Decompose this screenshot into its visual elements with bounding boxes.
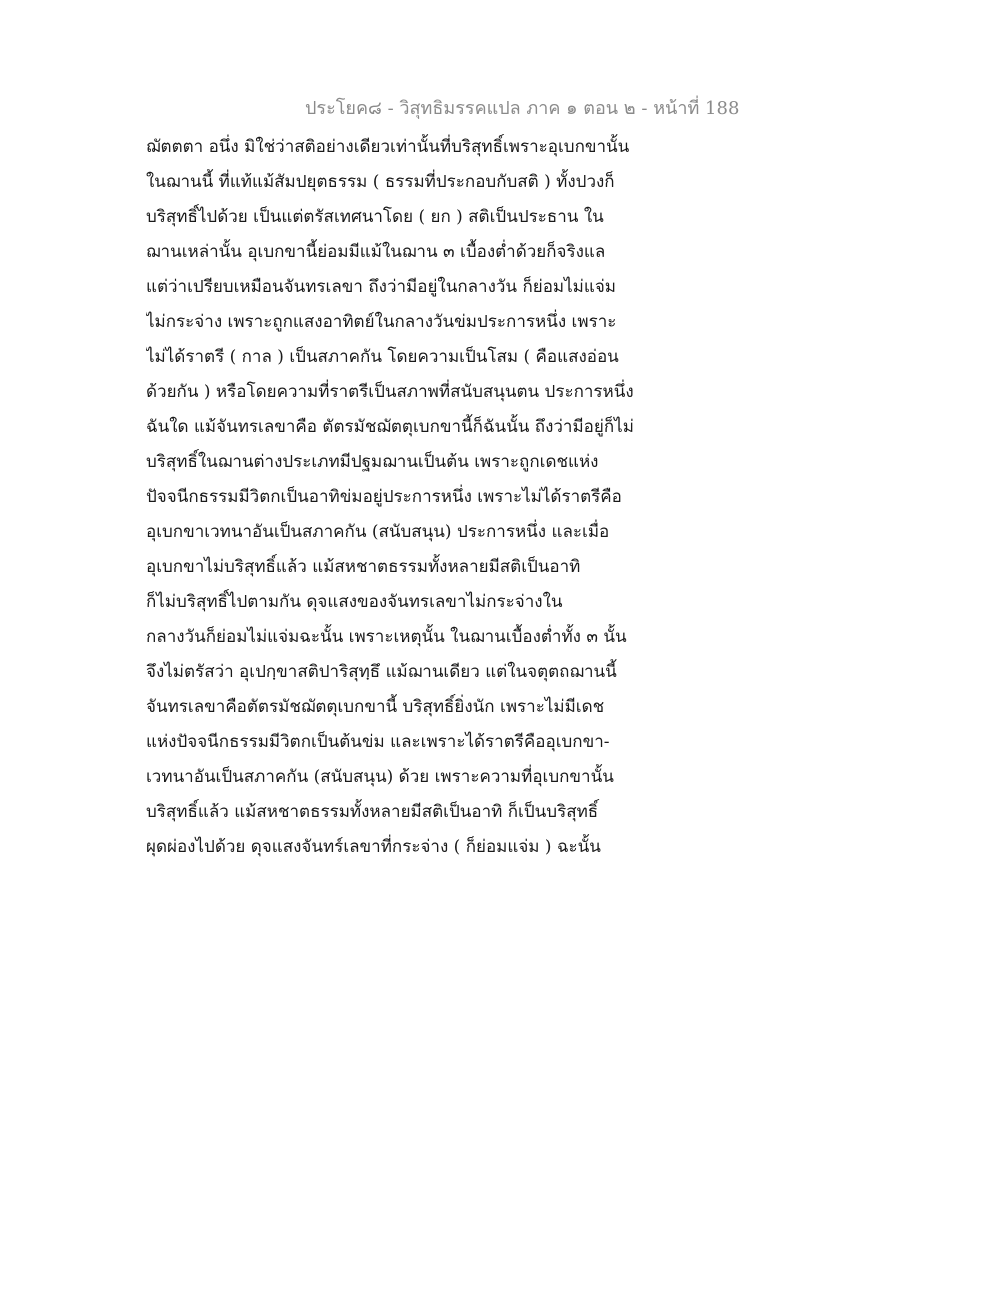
text-line: ผุดผ่องไปด้วย ดุจแสงจันทร์เลขาที่กระจ่าง ( ก็ย่อมแจ่ม ) ฉะนั้น xyxy=(146,837,601,857)
text-line: จึงไม่ตรัสว่า อุเปกฺขาสติปาริสุทฺธึ แม้ฌานเดียว แต่ในจตุตถฌานนี้ xyxy=(146,662,617,682)
text-line: อุเบกขาเวทนาอันเป็นสภาคกัน (สนับสนุน) ประการหนึ่ง และเมื่อ xyxy=(146,522,610,542)
text-line: ไม่กระจ่าง เพราะถูกแสงอาทิตย์ในกลางวันข่มประการหนึ่ง เพราะ xyxy=(146,312,617,332)
running-header: ประโยค๘ - วิสุทธิมรรคแปล ภาค ๑ ตอน ๒ - หน้าที่ 188 xyxy=(305,98,740,119)
body-text xyxy=(146,130,686,865)
text-line: ด้วยกัน ) หรือโดยความที่ราตรีเป็นสภาพที่สนับสนุนตน ประการหนึ่ง xyxy=(146,382,634,402)
text-line: ฉันใด แม้จันทรเลขาคือ ตัตรมัชฌัตตุเบกขานี้ก็ฉันนั้น ถึงว่ามีอยู่ก็ไม่ xyxy=(146,417,634,437)
text-line: บริสุทธิ์ไปด้วย เป็นแต่ตรัสเทศนาโดย ( ยก ) สติเป็นประธาน ใน xyxy=(146,207,604,227)
text-line: แต่ว่าเปรียบเหมือนจันทรเลขา ถึงว่ามีอยู่ในกลางวัน ก็ย่อมไม่แจ่ม xyxy=(146,277,617,297)
text-line: เวทนาอันเป็นสภาคกัน (สนับสนุน) ด้วย เพราะความที่อุเบกขานั้น xyxy=(146,767,614,787)
text-line: แห่งปัจจนีกธรรมมีวิตกเป็นต้นข่ม และเพราะได้ราตรีคืออุเบกขา- xyxy=(146,732,610,752)
text-line: กลางวันก็ย่อมไม่แจ่มฉะนั้น เพราะเหตุนั้น ในฌานเบื้องต่ำทั้ง ๓ นั้น xyxy=(146,627,627,647)
text-line: บริสุทธิ์แล้ว แม้สหชาตธรรมทั้งหลายมีสติเป็นอาทิ ก็เป็นบริสุทธิ์ xyxy=(146,802,599,822)
text-line: ปัจจนีกธรรมมีวิตกเป็นอาทิข่มอยู่ประการหนึ่ง เพราะไม่ได้ราตรีคือ xyxy=(146,487,622,507)
text-line: ในฌานนี้ ที่แท้แม้สัมปยุตธรรม ( ธรรมที่ประกอบกับสติ ) ทั้งปวงก็ xyxy=(146,172,615,192)
text-line: ไม่ได้ราตรี ( กาล ) เป็นสภาคกัน โดยความเป็นโสม ( คือแสงอ่อน xyxy=(146,347,619,367)
text-line: ฌานเหล่านั้น อุเบกขานี้ย่อมมีแม้ในฌาน ๓ เบื้องต่ำด้วยก็จริงแล xyxy=(146,242,606,262)
text-line: ก็ไม่บริสุทธิ์ไปตามกัน ดุจแสงของจันทรเลขาไม่กระจ่างใน xyxy=(146,592,563,612)
text-line: ฌัตตตา อนึ่ง มิใช่ว่าสติอย่างเดียวเท่านั้นที่บริสุทธิ์เพราะอุเบกขานั้น xyxy=(146,137,630,157)
text-line: บริสุทธิ์ในฌานต่างประเภทมีปฐมฌานเป็นต้น เพราะถูกเดชแห่ง xyxy=(146,452,599,472)
text-line: จันทรเลขาคือตัตรมัชฌัตตุเบกขานี้ บริสุทธิ์ยิ่งนัก เพราะไม่มีเดช xyxy=(146,697,605,717)
text-line: อุเบกขาไม่บริสุทธิ์แล้ว แม้สหชาตธรรมทั้งหลายมีสติเป็นอาทิ xyxy=(146,557,581,577)
